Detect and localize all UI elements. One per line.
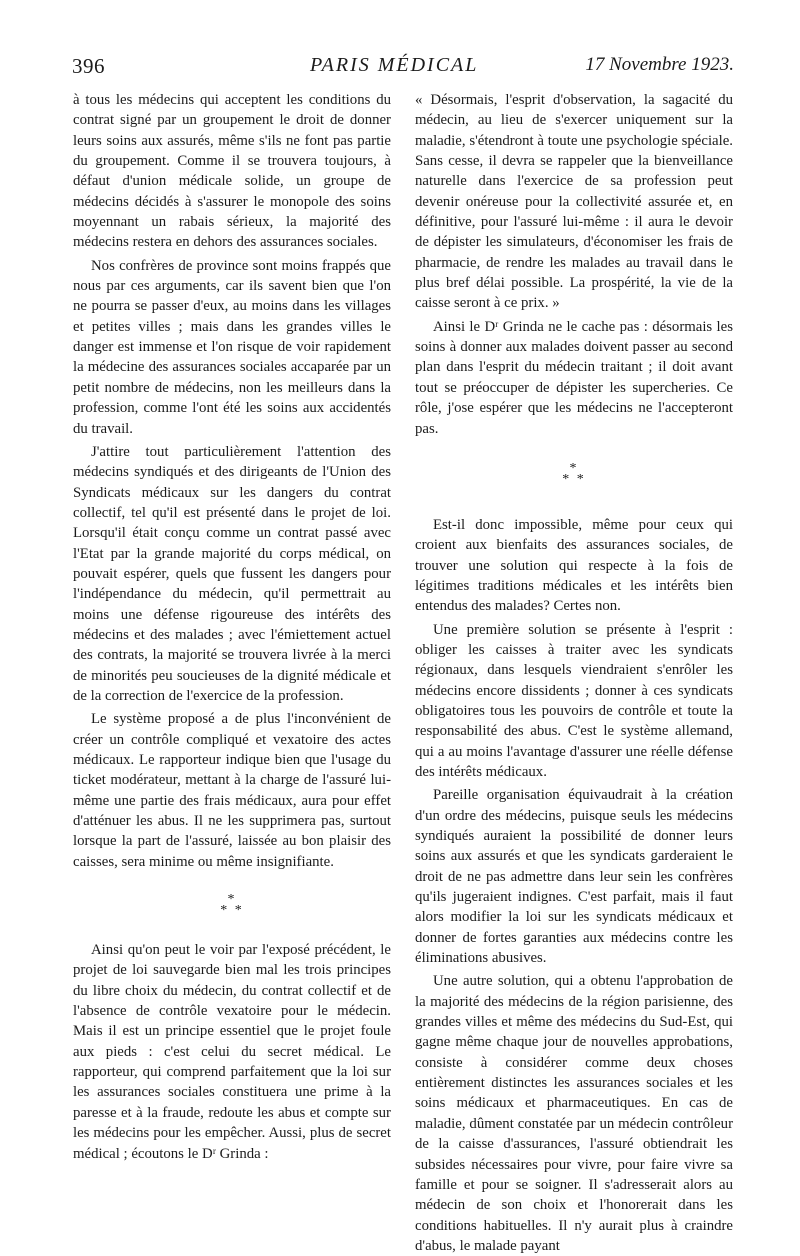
asterism-left: * [220,903,230,919]
page-number: 396 [72,54,105,78]
journal-title: PARIS MÉDICAL [310,54,479,76]
paragraph: Pareille organisation équivaudrait à la création d'un ordre des médecins, puisque seuls les médecins syndiqués auraient la possibilité de donner leurs soins aux assurés et que les syndicats garderaient le droit de ne pas admettre dans leur sein les confrères qu'ils jugeraient indignes. C'est parfait, mais il faut alors modifier la loi sur les syndicats médicaux et donner de fortes garanties aux médecins contre les éliminations abusives. [415,787,733,967]
paragraph: Le système proposé a de plus l'inconvénient de créer un contrôle compliqué et vexatoire des actes médicaux. Le rapporteur indique bien que l'usage du ticket modérateur, mettant à la charge de l'assuré lui-même une partie des frais médicaux, aura pour effet d'atténuer les abus. Il ne les supprimera pas, surtout lorsque la part de l'assuré, laissée au bon plaisir des caisses, sera minime ou même insignifiante. [73,711,391,870]
paragraph: « Désormais, l'esprit d'observation, la sagacité du médecin, au lieu de s'exercer uniquement sur la maladie, s'étendront à toute une psychologie spéciale. Sans cesse, il devra se rappeler que la bienveillance naturelle dans l'exercice de sa profession peut devenir onéreuse pour la collectivité assurée et, en définitive, pour l'assuré lui-même : il aura le devoir de dépister les simulateurs, d'économiser les frais de pharmacie, de rendre les malades au travail dans le plus bref délai possible. La prospérité, la vie de la caisse seront à ce prix. » [415,92,733,312]
asterism-left: * [562,471,572,487]
paragraph: J'attire tout particulièrement l'attention des médecins syndiqués et des dirigeants de l'Union des Syndicats médicaux sur les dangers du contrat collectif, tel qu'il est présenté dans le projet de loi. Lorsqu'il était conçu comme un contrat passé avec l'Etat par la grande majorité du corps médical, on pouvait espérer, quels que fussent les dangers pour l'indépendance du médecin, qu'il permettrait au moins une défense rigoureuse des intérêts des médecins et des malades ; avec l'émiettement actuel des contrats, la majorité se trouvera livrée à la merci de minorités peu soucieuses de la dignité médicale et de la correction de l'exercice de la profession. [73,443,391,704]
section-separator [73,892,391,919]
paragraph: Une autre solution, qui a obtenu l'approbation de la majorité des médecins de la région parisienne, des grandes villes et même des médecins du Sud-Est, qui gagne même chaque jour de nouvelles approbations, consiste à considérer comme deux choses entièrement distinctes les assurances sociales et les soins médicaux et pharmaceutiques. En cas de maladie, dûment constatée par un médecin contrôleur de la caisse d'assurances, l'assuré obtiendrait les subsides nécessaires pour vivre, pour faire vivre sa famille et pour se soigner. Il s'adresserait alors au médecin de son choix et l'honorerait dans les conditions habituelles. Il n'y aurait plus à craindre d'abus, le malade payant [415,973,733,1254]
asterism-right: * [234,903,244,919]
paragraph: Une première solution se présente à l'esprit : obliger les caisses à traiter avec les syndicats régionaux, dans lesquels viendraient s'enrôler les médecins encore dissidents ; donner à ces syndicats obligatoires tous les pouvoirs de contrôle et toute la responsabilité des abus. C'est le système allemand, qui a au moins l'avantage d'assurer une réelle défense des intérêts médicaux. [415,621,733,780]
paragraph: Ainsi qu'on peut le voir par l'exposé précédent, le projet de loi sauvegarde bien mal les trois principes du libre choix du médecin, du contrat collectif et de l'absence de contrôle vexatoire pour le médecin. Mais il est un principe essentiel que le projet foule aux pieds : c'est celui du secret médical. Le rapporteur, qui comprend parfaitement que la loi sur les assurances sociales constituera une prime à la paresse et à la fraude, redoute les abus et compte sur les médecins pour les empêcher. Aussi, plus de secret médical ; écoutons le Dʳ Grinda : [73,942,391,1162]
issue-date: 17 Novembre 1923. [585,54,734,75]
asterism-top: * [227,892,237,908]
asterism-right: * [576,471,586,487]
running-header [72,54,734,80]
asterism-top: * [569,460,579,476]
paragraph: Nos confrères de province sont moins frappés que nous par ces arguments, car ils savent bien que l'on ne pourra se passer d'eux, au moins dans les villages et petites villes ; mais dans les grandes villes le danger est immense et l'on risque de voir rapidement la médecine des assurances sociales accaparée par un petit nombre de médecins, non les meilleurs dans la profession, comme l'ont été les soins aux accidentés du travail. [73,257,391,437]
right-column [415,90,733,1256]
left-column [73,90,391,1164]
paragraph: Ainsi le Dʳ Grinda ne le cache pas : désormais les soins à donner aux malades doivent passer au second plan dans l'esprit du médecin traitant ; il doit avant tout se préoccuper de dépister les supercheries. Ce rôle, j'ose espérer que les médecins ne l'accepteront pas. [415,318,733,437]
paragraph: Est-il donc impossible, même pour ceux qui croient aux bienfaits des assurances sociales, de trouver une solution qui respecte à la fois de légitimes traditions médicales et les intérêts bien entendus des malades? Certes non. [415,516,733,615]
paragraph: à tous les médecins qui acceptent les conditions du contrat signé par un groupement le droit de donner leurs soins aux assurés, même s'ils ne font pas partie du groupement. Comme il se trouvera toujours, à défaut d'union médicale solide, un groupe de médecins décidés à s'assurer le monopole des soins moyennant un rabais sérieux, la majorité des médecins restera en dehors des assurances sociales. [73,92,391,251]
section-separator [415,460,733,487]
